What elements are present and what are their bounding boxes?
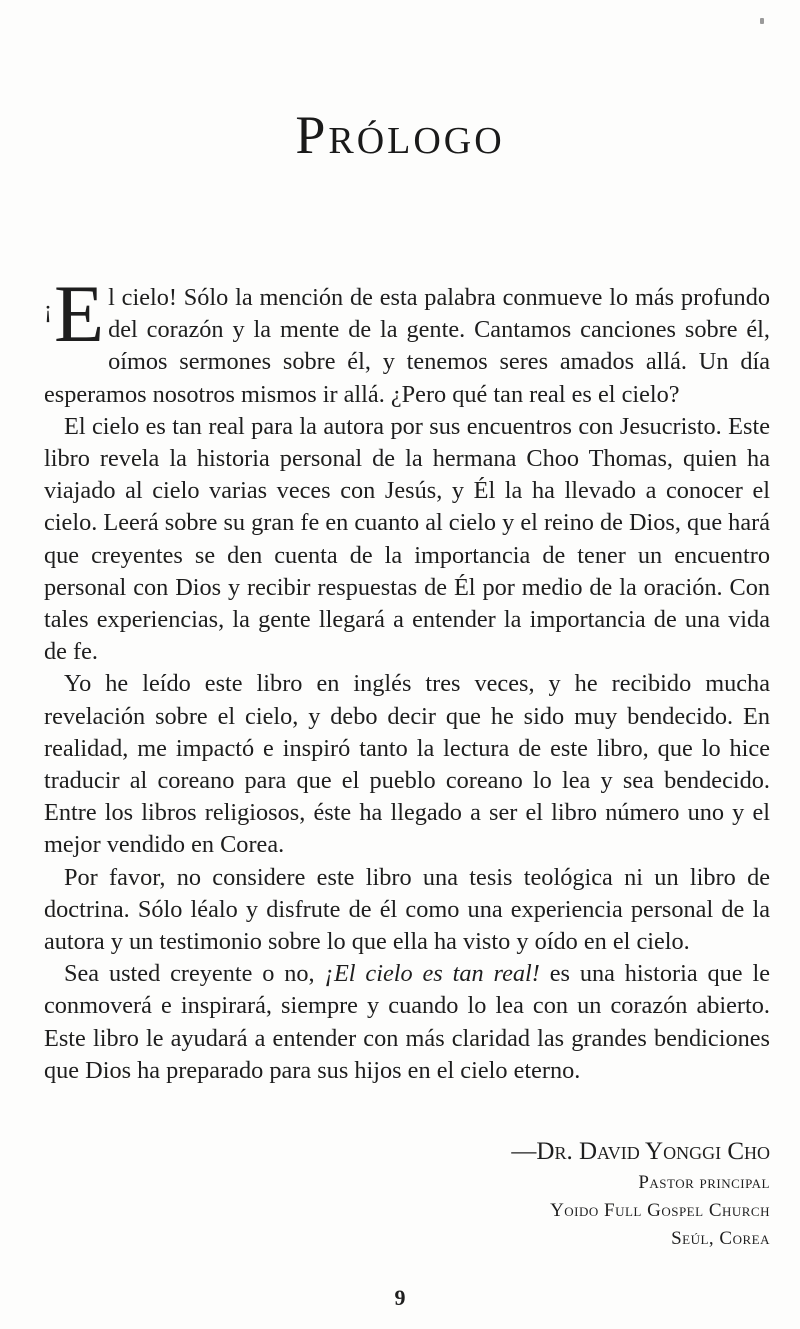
signature-name: —Dr. David Yonggi Cho	[511, 1138, 770, 1165]
drop-cap	[44, 268, 105, 359]
signature-church: Yoido Full Gospel Church	[550, 1200, 770, 1221]
page-number: 9	[394, 1285, 406, 1310]
paragraph-3: Yo he leído este libro en inglés tres veces, y he recibido mucha revelación sobre el cielo, y debo decir que he sido muy bendecido. En realidad, me impactó e inspiró tanto la lectura de este libro, que lo hice traducir al coreano para que el pueblo coreano lo lea y sea bendecido. Entre los libros religiosos, éste ha llegado a ser el libro número uno y el mejor vendido en Corea.	[44, 670, 770, 859]
paragraph-2: El cielo es tan real para la autora por sus encuentros con Jesucristo. Este libro revela la historia personal de la hermana Choo Thomas, quien ha viajado al cielo varias veces con Jesús, y Él la ha llevado a conocer el cielo. Leerá sobre su gran fe en cuanto al cielo y el reino de Dios, que hará que creyentes se den cuenta de la importancia de tener un encuentro personal con Dios y recibir respuestas de Él por medio de la oración. Con tales experiencias, la gente llegará a entender la importancia de una vida de fe.	[44, 412, 770, 666]
drop-cap-letter: E	[54, 268, 105, 359]
paragraph-5	[44, 958, 770, 1087]
page-title: Prólogo	[295, 105, 505, 165]
signature-block	[511, 1135, 770, 1253]
inverted-exclamation: ¡	[44, 297, 52, 323]
paragraph-5-end: es una historia que le conmoverá e inspirará, siempre y cuando lo lea con un corazón abierto. Este libro le ayudará a entender con más claridad las grandes bendiciones que Dios ha preparado para sus hijos en el cielo eterno.	[44, 960, 770, 1084]
scan-speck	[760, 18, 764, 24]
paragraph-1-text: l cielo! Sólo la mención de esta palabra conmueve lo más profundo del corazón y la mente de la gente. Cantamos canciones sobre él, oímos sermones sobre él, y tenemos seres amados allá. Un día esperamos nosotros mismos ir allá. ¿Pero qué tan real es el cielo?	[44, 284, 770, 408]
prologue-body	[44, 268, 770, 1087]
paragraph-5-start: Sea usted creyente o no,	[64, 960, 325, 988]
book-title-italic: ¡El cielo es tan real!	[324, 960, 540, 988]
signature-role: Pastor principal	[638, 1172, 770, 1193]
paragraph-4: Por favor, no considere este libro una tesis teológica ni un libro de doctrina. Sólo léalo y disfrute de él como una experiencia personal de la autora y un testimonio sobre lo que ella ha visto y oído en el cielo.	[44, 863, 770, 956]
signature-location: Seúl, Corea	[671, 1228, 770, 1249]
paragraph-1	[44, 268, 770, 411]
